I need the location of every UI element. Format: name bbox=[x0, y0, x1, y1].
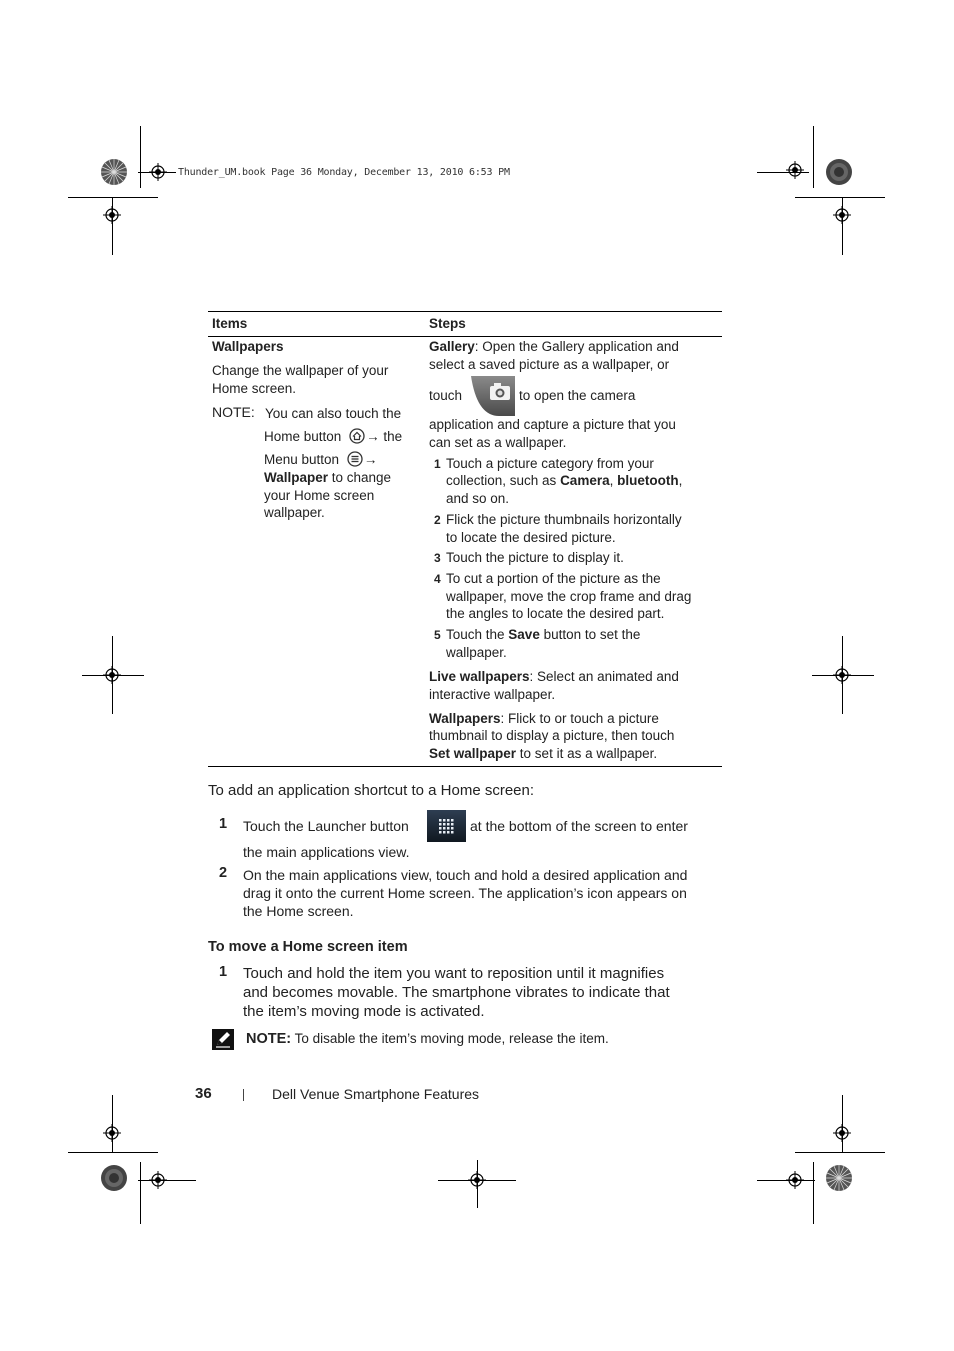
launcher-grid-icon bbox=[427, 810, 466, 842]
gallery-line: Gallery: Open the Gallery application and bbox=[429, 339, 679, 354]
wallpaper-table bbox=[208, 311, 722, 337]
step-number: 3 bbox=[434, 551, 441, 565]
starburst-mark-icon bbox=[100, 158, 128, 186]
registration-mark-icon bbox=[833, 666, 851, 684]
step-number: 2 bbox=[434, 513, 441, 527]
touch-label: touch bbox=[429, 388, 463, 403]
step-number: 1 bbox=[219, 816, 228, 832]
starburst-mark-icon bbox=[825, 1164, 853, 1192]
step-line: the angles to locate the desired part. bbox=[446, 606, 665, 621]
note-pencil-icon bbox=[212, 1029, 234, 1050]
registration-mark-icon bbox=[468, 1171, 486, 1189]
wallpapers-line: Set wallpaper to set it as a wallpaper. bbox=[429, 746, 658, 761]
registration-mark-icon bbox=[833, 1124, 851, 1142]
registration-mark-icon bbox=[149, 1171, 167, 1189]
header-steps: Steps bbox=[429, 316, 466, 331]
item-desc-line: Change the wallpaper of your bbox=[212, 363, 389, 378]
gallery-line: can set as a wallpaper. bbox=[429, 435, 567, 450]
item-title: Wallpapers bbox=[212, 339, 284, 354]
shortcut-step-line: the main applications view. bbox=[243, 844, 410, 860]
note-line: Wallpaper to change bbox=[264, 470, 392, 485]
shortcut-step-line: the Home screen. bbox=[243, 903, 354, 919]
registration-mark-icon bbox=[103, 1124, 121, 1142]
move-step-line: the item’s moving mode is activated. bbox=[243, 1003, 485, 1020]
registration-mark-icon bbox=[103, 666, 121, 684]
step-line: Flick the picture thumbnails horizontally bbox=[446, 512, 682, 527]
table-header bbox=[208, 312, 722, 337]
live-line: Live wallpapers: Select an animated and bbox=[429, 669, 679, 684]
note-line: wallpaper. bbox=[264, 505, 325, 520]
step-line: Touch a picture category from your bbox=[446, 456, 654, 471]
shortcut-step-line: drag it onto the current Home screen. The application’s icon appears on bbox=[243, 885, 687, 901]
step-number: 4 bbox=[434, 572, 441, 586]
step-line: to locate the desired picture. bbox=[446, 530, 616, 545]
shortcut-intro: To add an application shortcut to a Home screen: bbox=[208, 782, 535, 799]
starburst-mark-icon bbox=[825, 158, 853, 186]
step-line: collection, such as Camera, bluetooth, bbox=[446, 473, 683, 488]
section-heading: To move a Home screen item bbox=[208, 939, 408, 955]
note-line: Home button → the bbox=[264, 429, 403, 444]
footer-title: Dell Venue Smartphone Features bbox=[272, 1086, 480, 1102]
step-line: wallpaper, move the crop frame and drag bbox=[446, 589, 692, 604]
step-number: 1 bbox=[219, 964, 228, 980]
live-line: interactive wallpaper. bbox=[429, 687, 556, 702]
home-button-icon bbox=[349, 428, 365, 444]
note-line: Menu button → bbox=[264, 452, 378, 467]
note-label: NOTE: bbox=[212, 404, 255, 420]
step-number: 5 bbox=[434, 628, 441, 642]
shortcut-step-line: On the main applications view, touch and hold a desired application and bbox=[243, 867, 688, 883]
registration-mark-icon bbox=[833, 206, 851, 224]
shortcut-step-line: at the bottom of the screen to enter bbox=[470, 818, 688, 834]
step-line: Touch the Save button to set the bbox=[446, 627, 641, 642]
registration-mark-icon bbox=[786, 1171, 804, 1189]
camera-text: to open the camera bbox=[519, 388, 636, 403]
step-number: 2 bbox=[219, 865, 228, 881]
starburst-mark-icon bbox=[100, 1164, 128, 1192]
step-line: To cut a portion of the picture as the bbox=[446, 571, 661, 586]
step-number: 1 bbox=[434, 457, 441, 471]
page-number: 36 bbox=[195, 1085, 212, 1102]
note-line: You can also touch the bbox=[265, 406, 402, 421]
step-line: wallpaper. bbox=[446, 645, 507, 660]
step-line: and so on. bbox=[446, 491, 510, 506]
camera-icon bbox=[471, 376, 515, 416]
registration-mark-icon bbox=[786, 161, 804, 179]
registration-mark-icon bbox=[103, 206, 121, 224]
wallpapers-line: thumbnail to display a picture, then touch bbox=[429, 728, 675, 743]
move-step-line: and becomes movable. The smartphone vibrates to indicate that bbox=[243, 984, 670, 1001]
table-bottom-rule bbox=[208, 766, 722, 767]
item-desc-line: Home screen. bbox=[212, 381, 297, 396]
print-slug: Thunder_UM.book Page 36 Monday, December 13, 2010 6:53 PM bbox=[178, 167, 510, 178]
move-step-line: Touch and hold the item you want to reposition until it magnifies bbox=[243, 965, 665, 982]
shortcut-step-line: Touch the Launcher button bbox=[243, 818, 409, 834]
footer-divider bbox=[243, 1089, 244, 1101]
header-items: Items bbox=[212, 316, 248, 331]
gallery-line: application and capture a picture that you bbox=[429, 417, 676, 432]
step-line: Touch the picture to display it. bbox=[446, 550, 624, 565]
registration-mark-icon bbox=[149, 163, 167, 181]
wallpapers-line: Wallpapers: Flick to or touch a picture bbox=[429, 711, 659, 726]
menu-button-icon bbox=[347, 451, 363, 467]
gallery-line: select a saved picture as a wallpaper, or bbox=[429, 357, 670, 372]
note-line: your Home screen bbox=[264, 488, 375, 503]
move-note: NOTE: To disable the item’s moving mode, release the item. bbox=[246, 1031, 609, 1047]
